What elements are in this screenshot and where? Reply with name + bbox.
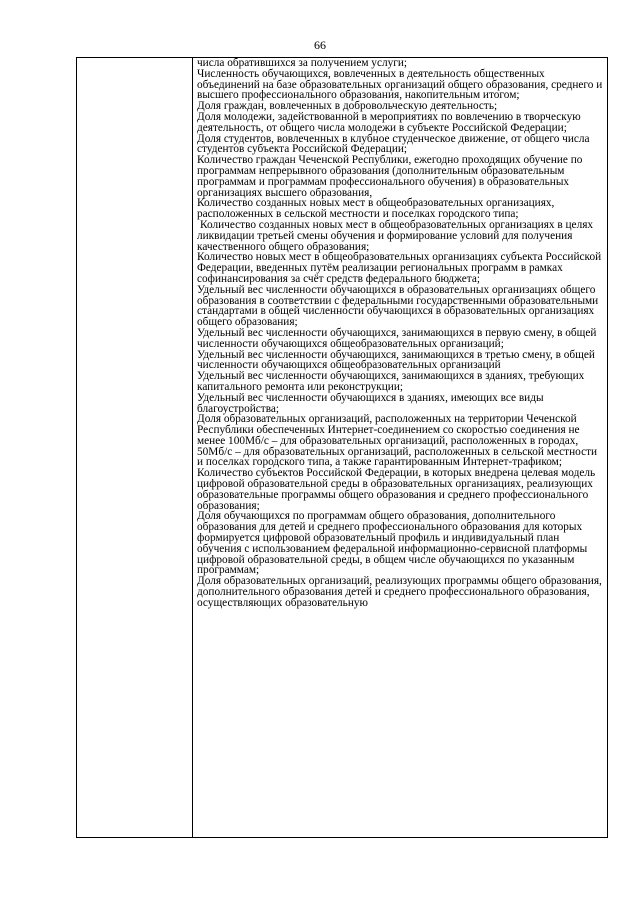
indicators-table [76,57,608,838]
page-number: 66 [314,38,326,52]
indicators-cell [193,58,607,837]
indicator-paragraph: Количество созданных новых мест в общеобразовательных организациях в целях ликвидации третьей смены обучения и формирование условий для получения качественного общего образования; [197,218,594,253]
indicator-paragraph: Удельный вес численности обучающихся в зданиях, имеющих все виды благоустройства; [197,391,544,415]
indicator-paragraph: Доля студентов, вовлеченных в клубное студенческое движение, от общего числа студентов субъекта Российской Федерации; [197,132,590,156]
indicator-paragraph: Удельный вес численности обучающихся, занимающихся в первую смену, в общей численности обучающихся общеобразовательных организаций; [197,326,597,350]
indicator-paragraph: Удельный вес численности обучающихся, занимающихся в зданиях, требующих капитального ремонта или реконструкции; [197,370,585,393]
indicator-paragraph: Количество граждан Чеченской Республики, ежегодно проходящих обучение по программам непрерывного образования (дополнительным образовательным программам и программам профессионального обучения) в образовательных организациях высшего образования, [197,154,583,199]
indicator-paragraph: Доля граждан, вовлеченных в добровольческую деятельность; [197,100,498,113]
indicator-paragraph: Количество субъектов Российской Федерации, в которых внедрена целевая модель цифровой образовательной среды в образовательных организациях, реализующих образовательные программы общего образования и среднего профессионального образования; [197,467,596,512]
empty-left-cell [77,58,193,837]
indicator-paragraph: Удельный вес численности обучающихся в образовательных организациях общего образования в соответствии с федеральными государственными образовательными стандартами в общей численности обучающихся в образовательных организациях общего образования; [197,283,599,329]
indicator-paragraph: Доля образовательных организаций, реализующих программы общего образования, дополнительного образования детей и среднего профессионального образования, осуществляющих образовательную [197,575,602,609]
indicator-paragraph: Количество созданных новых мест в общеобразовательных организациях, расположенных в сельской местности и поселках городского типа; [197,197,555,221]
indicator-paragraph: Количество новых мест в общеобразовательных организациях субъекта Российской Федерации, введенных путём реализации региональных программ в рамках софинансирования за счёт средств федерального бюджета; [197,251,602,285]
indicator-paragraph: Доля обучающихся по программам общего образования, дополнительного образования для детей и среднего профессионального образования для которых формируется цифровой образовательный профиль и индивидуальный план обучения с использованием федеральной информационно-сервисной платформы цифровой образовательной среды, в общем числе обучающихся по указанным программам; [197,510,588,577]
indicator-paragraph: числа обратившихся за получением услуги; [197,58,408,69]
indicator-paragraph: Численность обучающихся, вовлеченных в деятельность общественных объединений на базе образовательных организаций общего образования, среднего и высшего профессионального образования, накопительным итогом; [197,67,603,102]
indicator-paragraph: Удельный вес численности обучающихся, занимающихся в третью смену, в общей численности обучающихся общеобразовательных организаций [197,348,595,372]
indicator-paragraph: Доля образовательных организаций, расположенных на территории Чеченской Республики обеспеченных Интернет-соединением со скоростью соединения не менее 100Мб/с – для образовательных организаций, расположенных в городах, 50Мб/с – для образовательных организаций, расположенных в сельской местности и поселках городского типа, а также гарантированным Интернет-трафиком; [197,413,598,469]
indicator-paragraph: Доля молодежи, задействованной в мероприятиях по вовлечению в творческую деятельность, от общего числа молодежи в субъекте Российской Федерации; [197,110,581,134]
